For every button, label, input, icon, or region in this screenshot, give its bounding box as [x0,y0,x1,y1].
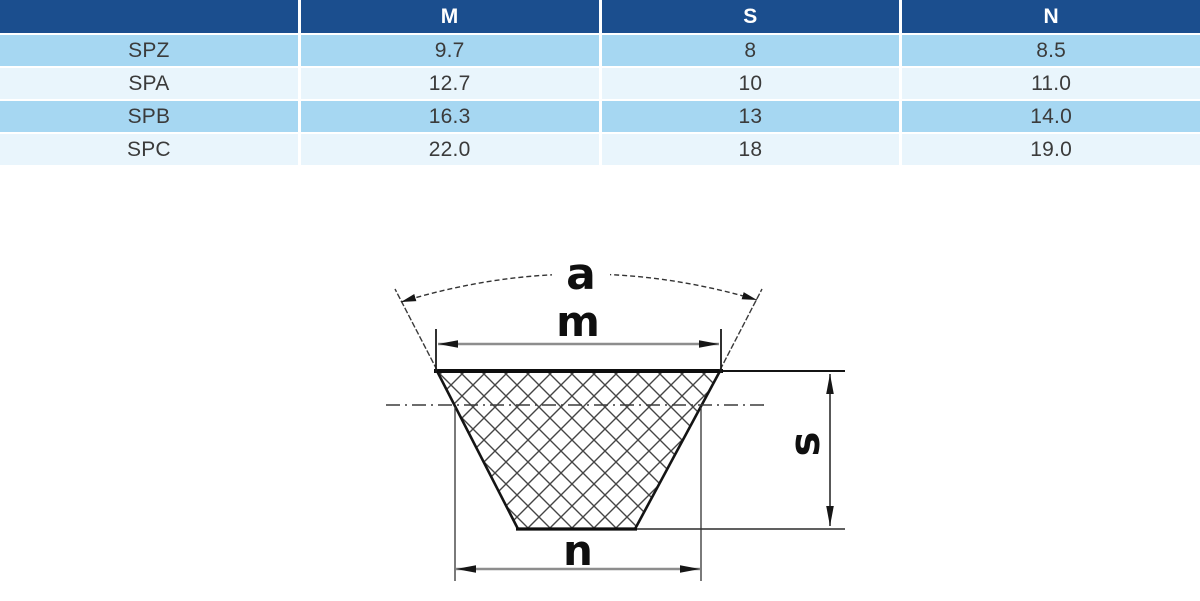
table-cell: 16.3 [301,101,599,132]
table-cell: 12.7 [301,68,599,99]
table-row-label: SPB [0,101,298,132]
table-header-n: N [902,0,1200,33]
table-row-label: SPC [0,134,298,165]
table-row-label: SPZ [0,35,298,66]
table-cell: 10 [602,68,900,99]
table-cell: 22.0 [301,134,599,165]
table-header-m: M [301,0,599,33]
dimension-angle-a [401,249,757,302]
left-angle-extension-line [395,289,437,370]
table-cell: 8.5 [902,35,1200,66]
table-cell: 11.0 [902,68,1200,99]
table-cell: 18 [602,134,900,165]
table-cell: 9.7 [301,35,599,66]
label-top-width-m: m [556,297,600,346]
table-cell: 14.0 [902,101,1200,132]
table-cell: 8 [602,35,900,66]
table-row-label: SPA [0,68,298,99]
table-header-s: S [602,0,900,33]
right-angle-extension-line [720,289,762,370]
label-datum-width-n: n [563,526,593,575]
label-depth-s: s [780,431,829,457]
table-cell: 19.0 [902,134,1200,165]
dimension-depth-s [780,374,830,526]
dimension-top-width-m [436,297,721,373]
table-cell: 13 [602,101,900,132]
v-belt-profile [434,371,723,529]
label-angle-a: a [566,249,596,300]
